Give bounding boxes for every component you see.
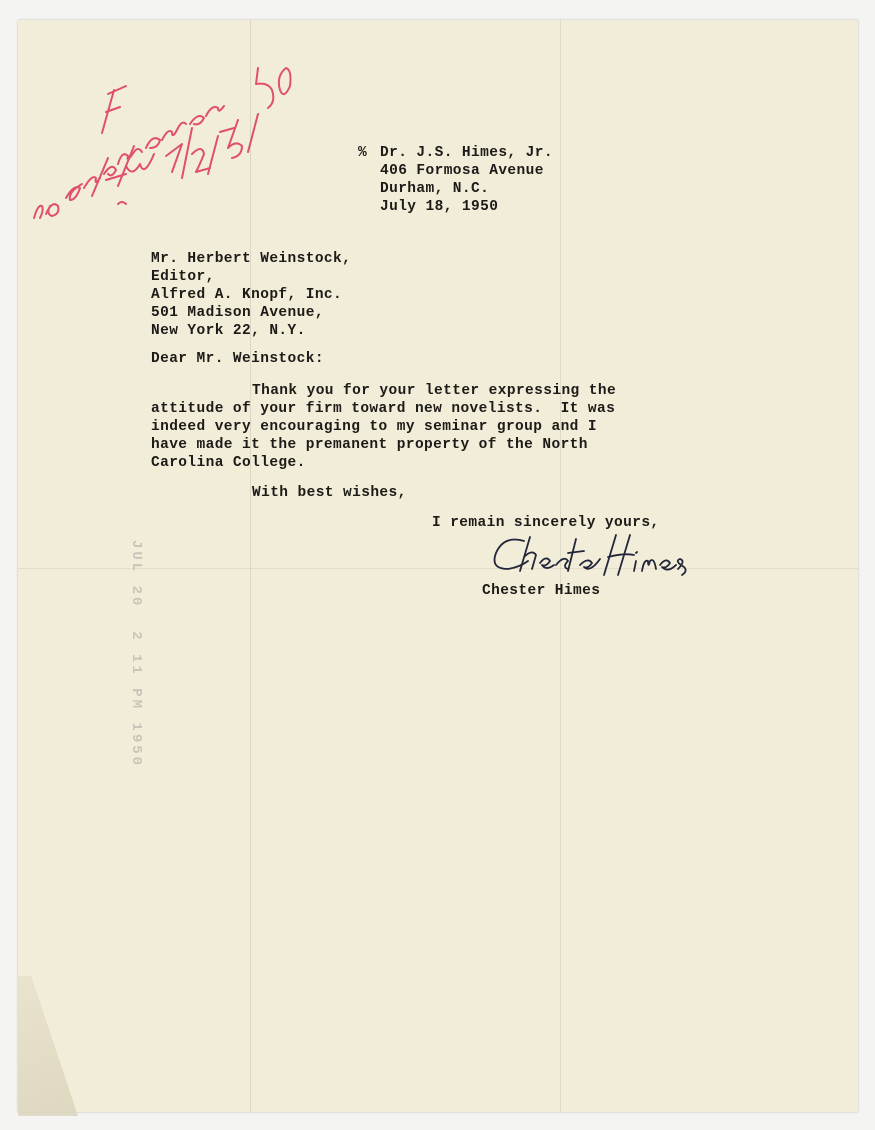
closing: I remain sincerely yours, [432,515,660,531]
best-wishes: With best wishes, [252,485,407,501]
recipient-line-5: New York 22, N.Y. [151,323,306,339]
care-of-symbol: % [358,145,368,161]
body-line: Thank you for your letter expressing the [252,383,617,399]
letter-date: July 18, 1950 [380,199,499,215]
recipient-line-3: Alfred A. Knopf, Inc. [151,287,343,303]
sender-line-2: 406 Formosa Avenue [380,163,544,179]
recipient-line-1: Mr. Herbert Weinstock, [151,251,352,267]
recipient-line-4: 501 Madison Avenue, [151,305,324,321]
handwritten-annotation [22,28,292,228]
body-line: Carolina College. [151,455,306,471]
recipient-line-2: Editor, [151,269,215,285]
salutation: Dear Mr. Weinstock: [151,351,324,367]
typed-name: Chester Himes [482,583,601,599]
signature [484,525,694,585]
body-line: have made it the premanent property of the North [151,437,588,453]
fold-crease [18,568,858,569]
folded-corner [18,976,78,1116]
body-line: attitude of your firm toward new novelists. It was [151,401,616,417]
sender-line-1: Dr. J.S. Himes, Jr. [380,145,553,161]
body-line: indeed very encouraging to my seminar group and I [151,419,597,435]
sender-line-3: Durham, N.C. [380,181,490,197]
received-stamp: JUL 20 2 11 PM 1950 [128,540,144,769]
